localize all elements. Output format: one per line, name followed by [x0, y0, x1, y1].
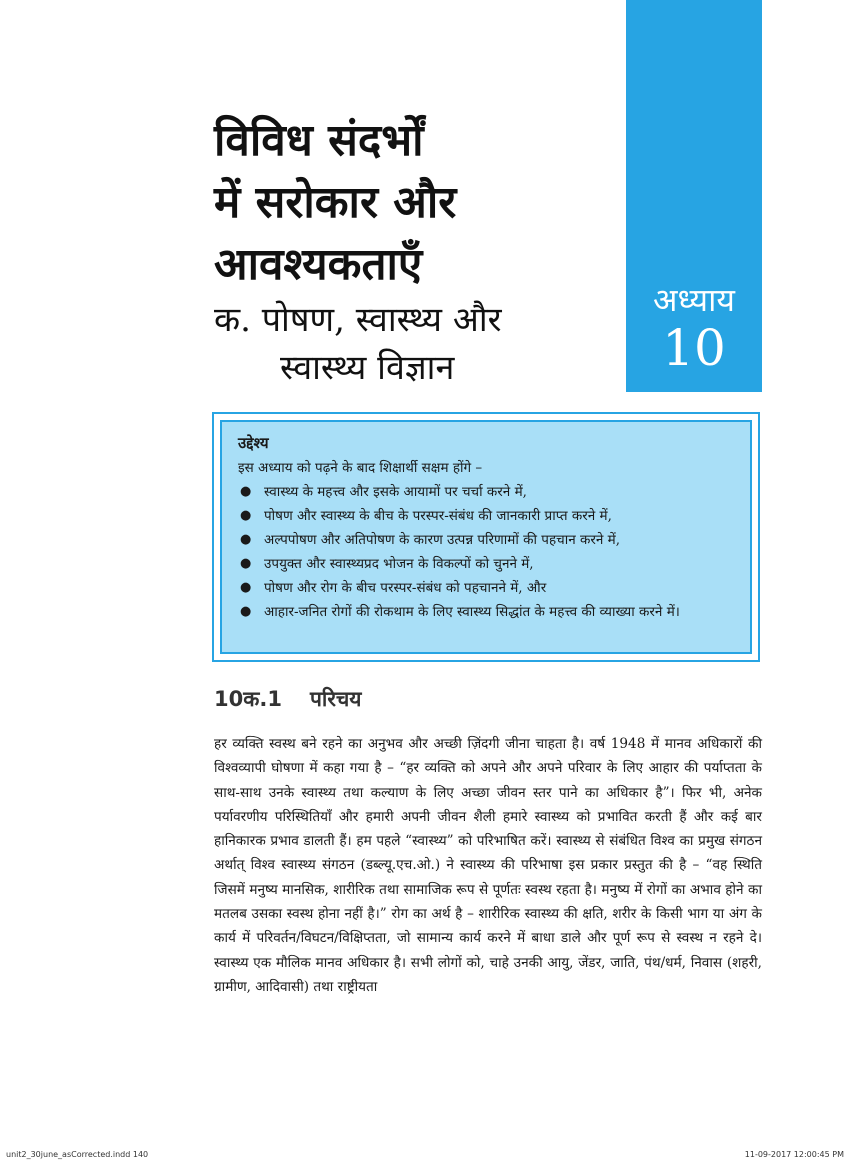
list-item	[238, 600, 732, 624]
objective-text: पोषण और स्वास्थ्य के बीच के परस्पर-संबंध की जानकारी प्राप्त करने में,	[264, 508, 612, 524]
subtitle-line: स्वास्थ्य विज्ञान	[280, 348, 455, 388]
list-item	[238, 552, 732, 576]
paragraph: हर व्यक्ति स्वस्थ बने रहने का अनुभव और अच्छी ज़िंदगी जीना चाहता है। वर्ष 1948 में मानव अधिकारों की विश्वव्यापी घोषणा में कहा गया है – “हर व्यक्ति को अपने और अपने परिवार के लिए आहार की पर्याप्तता के साथ-साथ उनके स्वास्थ्य तथा कल्याण के लिए अच्छा जीवन स्तर पाने का अधिकार है”। फिर भी, अनेक पर्यावरणीय परिस्थितियाँ और हमारी अपनी जीवन शैली हमारे स्वास्थ्य को प्रभावित करती हैं और कई बार हानिकारक प्रभाव डालती हैं। हम पहले “स्वास्थ्य” को परिभाषित करें। स्वास्थ्य से संबंधित विश्व का प्रमुख संगठन अर्थात् विश्व स्वास्थ्य संगठन (डब्ल्यू.एच.ओ.) ने स्वास्थ्य की परिभाषा इस प्रकार प्रस्तुत की है – “वह स्थिति जिसमें मनुष्य मानसिक, शारीरिक तथा सामाजिक रूप से पूर्णतः स्वस्थ रहता है। मनुष्य में रोगों का अभाव होने का मतलब उसका स्वस्थ होना नहीं है।” रोग का अर्थ है – शारीरिक स्वास्थ्य की क्षति, शरीर के किसी भाग या अंग के कार्य में परिवर्तन/विघटन/विक्षिप्तता, जो सामान्य कार्य करने में बाधा डाले और पूर्ण रूप से स्वस्थ न रहने दे। स्वास्थ्य एक मौलिक मानव अधिकार है। सभी लोगों को, चाहे उनकी आयु, जेंडर, जाति, पंथ/धर्म, निवास (शहरी, ग्रामीण, आदिवासी) तथा राष्ट्रीयता	[214, 736, 762, 995]
bullet-icon: ●	[240, 484, 252, 499]
objective-text: पोषण और रोग के बीच परस्पर-संबंध को पहचानने में, और	[264, 580, 547, 596]
chapter-label: अध्याय	[653, 281, 735, 319]
list-item	[238, 528, 732, 552]
list-item	[238, 480, 732, 504]
bullet-icon: ●	[240, 580, 252, 595]
chapter-title	[214, 110, 614, 392]
body-text	[214, 732, 762, 999]
footer-file-info: unit2_30june_asCorrected.indd 140	[6, 1150, 149, 1159]
section-title: परिचय	[310, 687, 362, 711]
footer-timestamp: 11-09-2017 12:00:45 PM	[744, 1150, 844, 1159]
objectives-panel	[220, 420, 752, 654]
objective-text: उपयुक्त और स्वास्थ्यप्रद भोजन के विकल्पों को चुनने में,	[264, 556, 534, 572]
objective-text: अल्पपोषण और अतिपोषण के कारण उत्पन्न परिणामों की पहचान करने में,	[264, 532, 621, 548]
section-number: 10क.1	[214, 687, 282, 711]
objectives-intro: इस अध्याय को पढ़ने के बाद शिक्षार्थी सक्षम होंगे –	[238, 460, 483, 476]
subtitle-line: क. पोषण, स्वास्थ्य और	[214, 300, 502, 340]
objectives-box	[212, 412, 760, 662]
bullet-icon: ●	[240, 604, 252, 619]
objectives-heading: उद्देश्य	[238, 434, 269, 452]
objective-text: आहार-जनित रोगों की रोकथाम के लिए स्वास्थ्य सिद्धांत के महत्त्व की व्याख्या करने में।	[264, 604, 680, 620]
title-line: में सरोकार और	[214, 177, 457, 228]
chapter-tab	[626, 0, 762, 392]
section-heading	[214, 684, 361, 714]
title-line: आवश्यकताएँ	[214, 239, 423, 290]
bullet-icon: ●	[240, 532, 252, 547]
bullet-icon: ●	[240, 508, 252, 523]
objectives-list	[238, 480, 732, 624]
bullet-icon: ●	[240, 556, 252, 571]
chapter-number: 10	[662, 319, 726, 377]
title-line: विविध संदर्भों	[214, 115, 424, 166]
list-item	[238, 576, 732, 600]
list-item	[238, 504, 732, 528]
objective-text: स्वास्थ्य के महत्त्व और इसके आयामों पर चर्चा करने में,	[264, 484, 527, 500]
